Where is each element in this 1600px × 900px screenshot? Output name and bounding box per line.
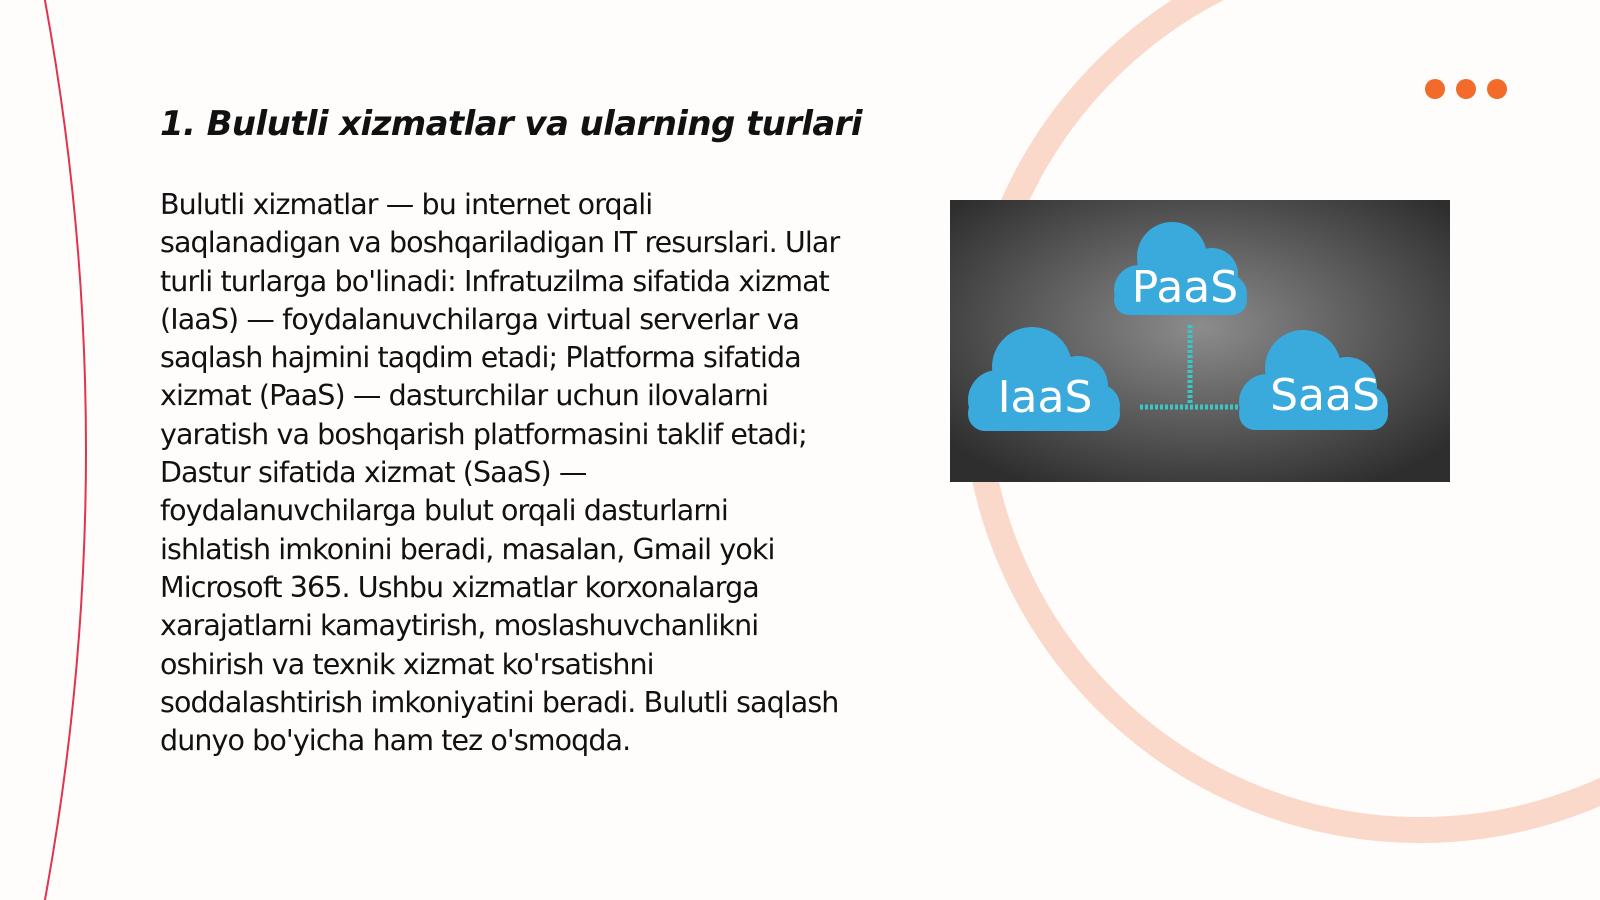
slide-dots xyxy=(1425,79,1507,99)
cloud-label-paas: PaaS xyxy=(1131,262,1239,313)
dot-1 xyxy=(1425,79,1445,99)
cloud-label-iaas: IaaS xyxy=(997,372,1093,423)
dot-2 xyxy=(1456,79,1476,99)
left-curve-line xyxy=(44,0,86,900)
cloud-services-image xyxy=(950,200,1450,482)
slide-body-text: Bulutli xizmatlar — bu internet orqali saqlanadigan va boshqariladigan IT resurslari. Ular turli turlarga bo'linadi: Infratuzilma sifatida xizmat (IaaS) — foydalanuvchilarga virtual serverlar va saqlash hajmini taqdim etadi; Platforma sifatida xizmat (PaaS) — dasturchilar uchun ilovalarni yaratish va boshqarish platformasini taklif etadi; Dastur sifatida xizmat (SaaS) — foydalanuvchilarga bulut orqali dasturlarni ishlatish imkonini beradi, masalan, Gmail yoki Microsoft 365. Ushbu xizmatlar korxonalarga xarajatlarni kamaytirish, moslashuvchanlikni oshirish va texnik xizmat ko'rsatishni soddalashtirish imkoniyatini beradi. Bulutli saqlash dunyo bo'yicha ham tez o'smoqda. xyxy=(160,188,840,758)
dot-3 xyxy=(1487,79,1507,99)
slide-title: 1. Bulutli xizmatlar va ularning turlari xyxy=(160,104,862,144)
cloud-label-saas: SaaS xyxy=(1270,370,1380,421)
